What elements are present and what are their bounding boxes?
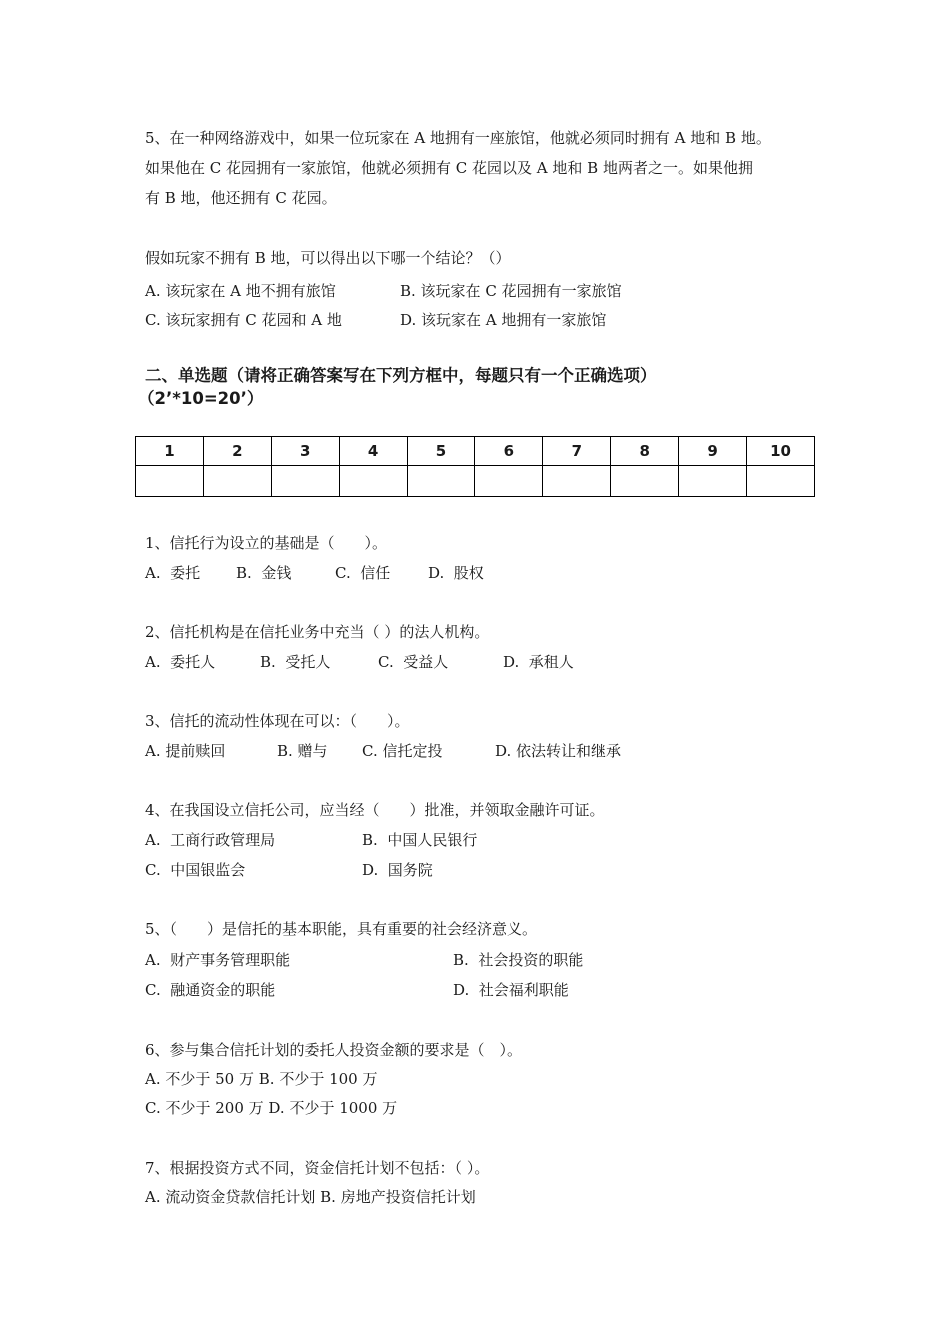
question-5-option-b: B. 社会投资的职能 <box>453 951 584 969</box>
question-4-stem: 4、在我国设立信托公司，应当经（ ）批准，并领取金融许可证。 <box>145 801 605 819</box>
question-5-option-c: C. 融通资金的职能 <box>145 981 276 999</box>
answer-col-2: 2 <box>203 437 271 466</box>
question-7-options-line-1: A. 流动资金贷款信托计划 B. 房地产投资信托计划 <box>145 1188 476 1206</box>
answer-cell-5[interactable] <box>407 466 475 497</box>
answer-col-9: 9 <box>679 437 747 466</box>
answer-cell-10[interactable] <box>747 466 815 497</box>
question-3-option-c: C. 信托定投 <box>362 742 443 760</box>
question-5-stem: 5、（ ）是信托的基本职能，具有重要的社会经济意义。 <box>145 920 538 938</box>
question-2-option-a: A. 委托人 <box>145 653 216 671</box>
section-two-heading: 二、单选题（请将正确答案写在下列方框中，每题只有一个正确选项） <box>145 366 657 385</box>
question-4-option-c: C. 中国银监会 <box>145 861 246 879</box>
question-2-option-b: B. 受托人 <box>260 653 331 671</box>
question-3-option-d: D. 依法转让和继承 <box>495 742 622 760</box>
answer-cell-6[interactable] <box>475 466 543 497</box>
answer-col-3: 3 <box>271 437 339 466</box>
question-6-stem: 6、参与集合信托计划的委托人投资金额的要求是（ ）。 <box>145 1041 523 1059</box>
answer-cell-1[interactable] <box>136 466 204 497</box>
logic-option-c: C. 该玩家拥有 C 花园和 A 地 <box>145 311 342 329</box>
answer-cell-4[interactable] <box>339 466 407 497</box>
question-5-option-d: D. 社会福利职能 <box>453 981 569 999</box>
answer-cell-7[interactable] <box>543 466 611 497</box>
question-2-stem: 2、信托机构是在信托业务中充当（ ）的法人机构。 <box>145 623 490 641</box>
answer-col-6: 6 <box>475 437 543 466</box>
logic-option-d: D. 该玩家在 A 地拥有一家旅馆 <box>400 311 607 329</box>
question-2-option-d: D. 承租人 <box>503 653 574 671</box>
logic-question-prompt: 假如玩家不拥有 B 地，可以得出以下哪一个结论？（） <box>145 249 511 267</box>
answer-col-5: 5 <box>407 437 475 466</box>
question-1-option-d: D. 股权 <box>428 564 484 582</box>
answer-cell-8[interactable] <box>611 466 679 497</box>
question-6-options-line-1: A. 不少于 50 万 B. 不少于 100 万 <box>145 1070 378 1088</box>
answer-col-10: 10 <box>747 437 815 466</box>
logic-question-stem-line-3: 有 B 地，他还拥有 C 花园。 <box>145 189 337 207</box>
answer-table-blank-row <box>136 466 815 497</box>
question-4-option-a: A. 工商行政管理局 <box>145 831 276 849</box>
question-1-option-b: B. 金钱 <box>236 564 292 582</box>
logic-option-b: B. 该玩家在 C 花园拥有一家旅馆 <box>400 282 622 300</box>
answer-col-8: 8 <box>611 437 679 466</box>
question-1-option-a: A. 委托 <box>145 564 201 582</box>
question-3-option-b: B. 赠与 <box>277 742 328 760</box>
question-2-option-c: C. 受益人 <box>378 653 449 671</box>
answer-cell-3[interactable] <box>271 466 339 497</box>
question-6-options-line-2: C. 不少于 200 万 D. 不少于 1000 万 <box>145 1099 398 1117</box>
answer-table-header-row <box>136 437 815 466</box>
answer-cell-2[interactable] <box>203 466 271 497</box>
question-3-stem: 3、信托的流动性体现在可以：（ ）。 <box>145 712 410 730</box>
answer-table <box>135 436 815 497</box>
question-1-option-c: C. 信任 <box>335 564 391 582</box>
answer-cell-9[interactable] <box>679 466 747 497</box>
question-7-stem: 7、根据投资方式不同，资金信托计划不包括：（ ）。 <box>145 1159 490 1177</box>
logic-option-a: A. 该玩家在 A 地不拥有旅馆 <box>145 282 336 300</box>
section-two-score: （2’*10=20’） <box>138 389 264 408</box>
answer-col-4: 4 <box>339 437 407 466</box>
question-3-option-a: A. 提前赎回 <box>145 742 226 760</box>
logic-question-stem-line-2: 如果他在 C 花园拥有一家旅馆，他就必须拥有 C 花园以及 A 地和 B 地两者之一。如果他拥 <box>145 159 753 177</box>
question-1-stem: 1、信托行为设立的基础是（ ）。 <box>145 534 388 552</box>
logic-question-stem-line-1: 5、在一种网络游戏中，如果一位玩家在 A 地拥有一座旅馆，他就必须同时拥有 A 地和 B 地。 <box>145 129 771 147</box>
answer-col-7: 7 <box>543 437 611 466</box>
question-4-option-d: D. 国务院 <box>362 861 433 879</box>
question-5-option-a: A. 财产事务管理职能 <box>145 951 291 969</box>
question-4-option-b: B. 中国人民银行 <box>362 831 478 849</box>
answer-col-1: 1 <box>136 437 204 466</box>
